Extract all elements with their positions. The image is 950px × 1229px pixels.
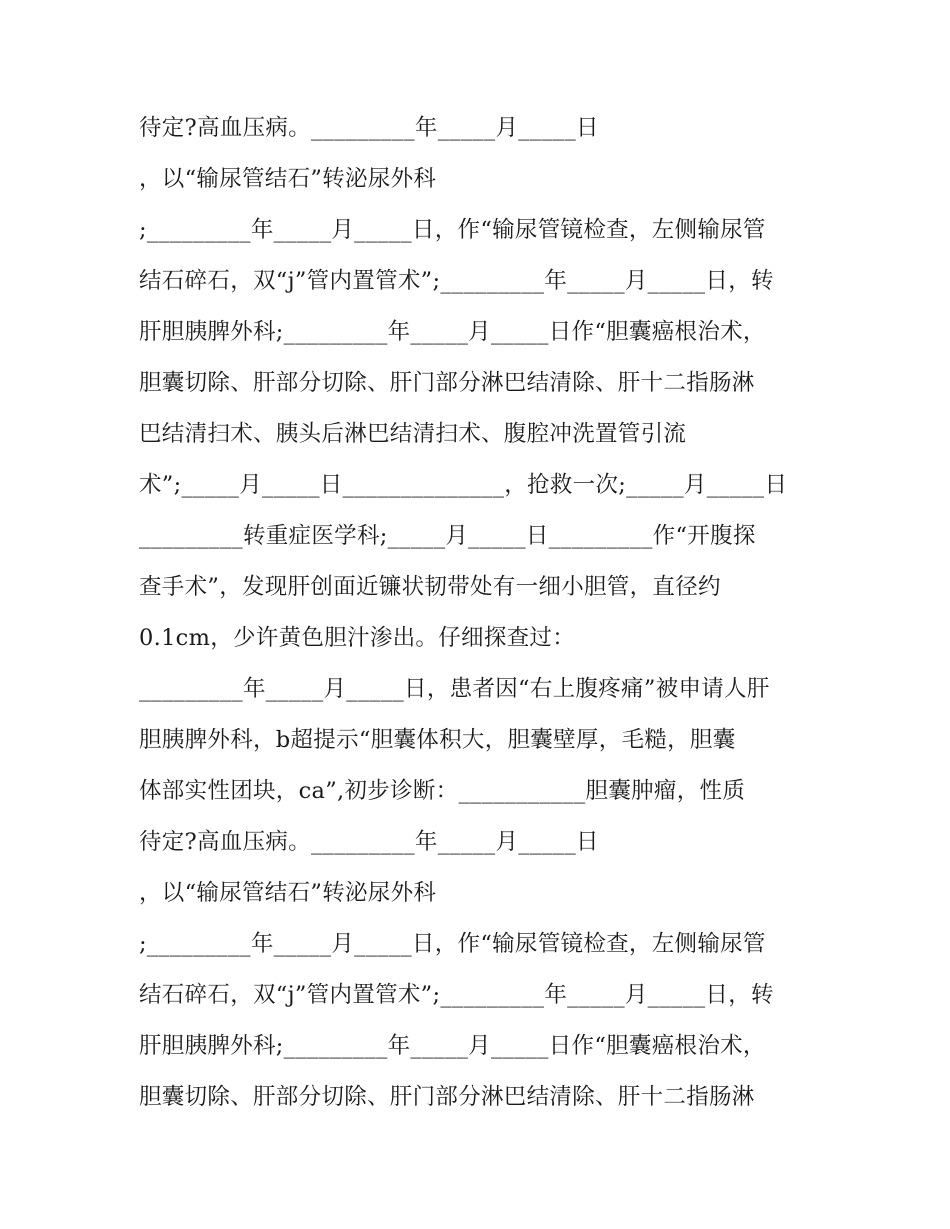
text-line: 巴结清扫术、胰头后淋巴结清扫术、腹腔冲洗置管引流 — [139, 421, 687, 447]
text-line: 结石碎石，双“j”管内置管术”;_________年_____月_____日，转 — [139, 982, 774, 1008]
text-line: 体部实性团块，ca”,初步诊断：___________胆囊肿瘤，性质 — [139, 778, 746, 804]
document-body — [139, 103, 829, 1123]
text-line: ，以“输尿管结石”转泌尿外科 — [139, 880, 437, 906]
text-line: 肝胆胰脾外科;_________年_____月_____日作“胆囊癌根治术， — [139, 1033, 766, 1059]
text-line: ，以“输尿管结石”转泌尿外科 — [139, 166, 437, 192]
text-line: ;_________年_____月_____日，作“输尿管镜检查，左侧输尿管 — [139, 931, 766, 957]
text-line: 术”;_____月_____日______________，抢救一次;_____月_____日 — [139, 472, 788, 498]
text-line: 结石碎石，双“j”管内置管术”;_________年_____月_____日，转 — [139, 268, 774, 294]
text-line: 胆囊切除、肝部分切除、肝门部分淋巴结清除、肝十二指肠淋 — [139, 370, 755, 396]
text-line: 待定?高血压病。_________年_____月_____日 — [139, 829, 599, 855]
text-line: 肝胆胰脾外科;_________年_____月_____日作“胆囊癌根治术， — [139, 319, 766, 345]
text-line: _________年_____月_____日，患者因“右上腹疼痛”被申请人肝 — [139, 676, 770, 702]
text-line: ;_________年_____月_____日，作“输尿管镜检查，左侧输尿管 — [139, 217, 766, 243]
text-line: _________转重症医学科;_____月_____日_________作“开腹探 — [139, 523, 756, 549]
text-line: 胆胰脾外科，b超提示“胆囊体积大，胆囊壁厚，毛糙，胆囊 — [139, 727, 736, 753]
text-line: 待定?高血压病。_________年_____月_____日 — [139, 115, 599, 141]
text-line: 胆囊切除、肝部分切除、肝门部分淋巴结清除、肝十二指肠淋 — [139, 1084, 755, 1110]
text-line: 查手术”，发现肝创面近镰状韧带处有一细小胆管，直径约 — [139, 574, 721, 600]
text-line: 0.1cm，少许黄色胆汁渗出。仔细探查过： — [139, 625, 576, 651]
